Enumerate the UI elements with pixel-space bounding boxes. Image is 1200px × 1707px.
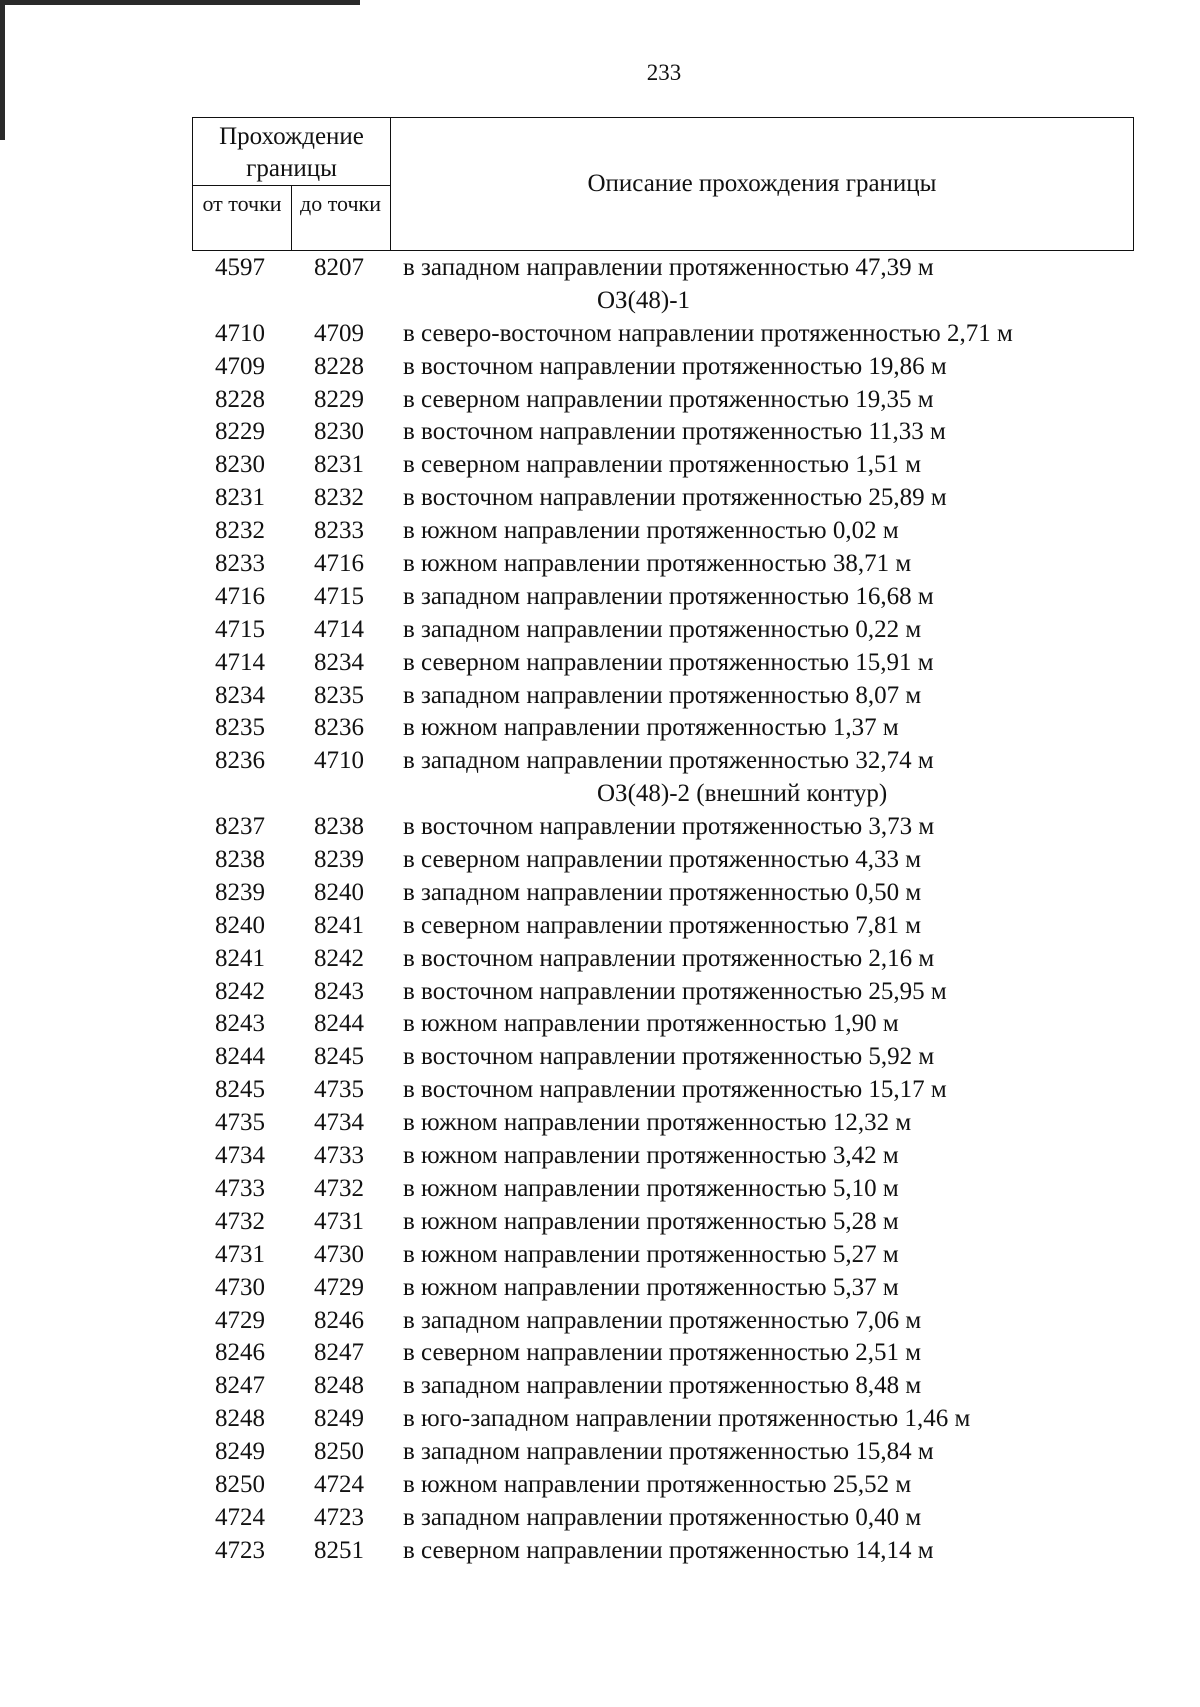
table-row xyxy=(192,449,1134,482)
to-point: 8242 xyxy=(314,944,364,972)
to-point: 8231 xyxy=(314,451,364,479)
to-point: 4732 xyxy=(314,1174,364,1202)
to-point: 8243 xyxy=(314,977,364,1005)
boundary-description: в южном направлении протяженностью 0,02 м xyxy=(403,517,899,545)
boundary-description: в южном направлении протяженностью 1,90 м xyxy=(403,1010,899,1038)
from-point: 4723 xyxy=(215,1536,265,1564)
to-point: 8236 xyxy=(314,714,364,742)
table-row xyxy=(192,1206,1134,1239)
to-point: 8248 xyxy=(314,1372,364,1400)
scan-edge-top xyxy=(0,0,360,5)
from-point: 8249 xyxy=(215,1438,265,1466)
to-point: 8241 xyxy=(314,911,364,939)
table-row xyxy=(192,1502,1134,1535)
boundary-description: в западном направлении протяженностью 8,48 м xyxy=(403,1372,922,1400)
table-body xyxy=(192,252,1134,1568)
from-point: 8244 xyxy=(215,1043,265,1071)
to-point: 4709 xyxy=(314,319,364,347)
boundary-description: в восточном направлении протяженностью 25,95 м xyxy=(403,977,947,1005)
table-row xyxy=(192,811,1134,844)
from-point: 4709 xyxy=(215,352,265,380)
to-point: 8207 xyxy=(314,254,364,281)
from-point: 4733 xyxy=(215,1174,265,1202)
header-description-text: Описание прохождения границы xyxy=(587,170,937,197)
table-row xyxy=(192,1074,1134,1107)
to-point: 4724 xyxy=(314,1470,364,1498)
from-point: 4730 xyxy=(215,1273,265,1301)
boundary-description: в восточном направлении протяженностью 5,92 м xyxy=(403,1043,935,1071)
table-row xyxy=(192,318,1134,351)
from-point: 8240 xyxy=(215,911,265,939)
boundary-description: в западном направлении протяженностью 0,40 м xyxy=(403,1503,922,1531)
to-point: 8233 xyxy=(314,517,364,545)
to-point: 4716 xyxy=(314,550,364,578)
to-point: 4710 xyxy=(314,747,364,775)
to-point: 4730 xyxy=(314,1240,364,1268)
boundary-description: в южном направлении протяженностью 12,32 м xyxy=(403,1109,912,1137)
boundary-description: в северном направлении протяженностью 1,51 м xyxy=(403,451,922,479)
boundary-description: в южном направлении протяженностью 38,71 м xyxy=(403,550,912,578)
table-row xyxy=(192,384,1134,417)
from-point: 8229 xyxy=(215,418,265,446)
from-point: 4729 xyxy=(215,1306,265,1334)
from-point: 4714 xyxy=(215,648,265,676)
table-row xyxy=(192,1337,1134,1370)
boundary-description: в восточном направлении протяженностью 3,73 м xyxy=(403,813,935,841)
to-point: 8228 xyxy=(314,352,364,380)
table-row xyxy=(192,745,1134,778)
from-point: 4731 xyxy=(215,1240,265,1268)
from-point: 8238 xyxy=(215,846,265,874)
table-row xyxy=(192,252,1134,285)
table-row xyxy=(192,1535,1134,1568)
table-row xyxy=(192,1469,1134,1502)
from-point: 8242 xyxy=(215,977,265,1005)
boundary-description: в южном направлении протяженностью 5,28 м xyxy=(403,1207,899,1235)
boundary-description: в восточном направлении протяженностью 11,33 м xyxy=(403,418,946,446)
table-row xyxy=(192,910,1134,943)
table-row xyxy=(192,1305,1134,1338)
to-point: 8240 xyxy=(314,878,364,906)
from-point: 4724 xyxy=(215,1503,265,1531)
boundary-description: в западном направлении протяженностью 15,84 м xyxy=(403,1438,934,1466)
boundary-description: в северном направлении протяженностью 7,81 м xyxy=(403,911,922,939)
from-point: 8230 xyxy=(215,451,265,479)
to-point: 8246 xyxy=(314,1306,364,1334)
from-point: 8241 xyxy=(215,944,265,972)
section-title: ОЗ(48)-2 (внешний контур) xyxy=(597,780,888,808)
table-row xyxy=(192,1107,1134,1140)
to-point: 8250 xyxy=(314,1438,364,1466)
to-point: 4731 xyxy=(314,1207,364,1235)
from-point: 4710 xyxy=(215,319,265,347)
table-row xyxy=(192,1239,1134,1272)
table-row xyxy=(192,976,1134,1009)
table-row xyxy=(192,1140,1134,1173)
from-point: 8250 xyxy=(215,1470,265,1498)
to-point: 8235 xyxy=(314,681,364,709)
header-description-label xyxy=(391,118,1133,250)
from-point: 4732 xyxy=(215,1207,265,1235)
to-point: 8239 xyxy=(314,846,364,874)
to-point: 8234 xyxy=(314,648,364,676)
boundary-description: в южном направлении протяженностью 1,37 м xyxy=(403,714,899,742)
boundary-description: в северном направлении протяженностью 14,14 м xyxy=(403,1536,934,1564)
table-row xyxy=(192,614,1134,647)
boundary-description: в западном направлении протяженностью 7,06 м xyxy=(403,1306,922,1334)
boundary-description: в западном направлении протяженностью 8,07 м xyxy=(403,681,922,709)
boundary-description: в южном направлении протяженностью 5,27 м xyxy=(403,1240,899,1268)
from-point: 8228 xyxy=(215,385,265,413)
boundary-description: в северо-восточном направлении протяженностью 2,71 м xyxy=(403,319,1013,347)
table-row xyxy=(192,482,1134,515)
from-point: 4715 xyxy=(215,615,265,643)
to-point: 4729 xyxy=(314,1273,364,1301)
table-row xyxy=(192,1436,1134,1469)
to-point: 8230 xyxy=(314,418,364,446)
table-row xyxy=(192,351,1134,384)
to-point: 4714 xyxy=(314,615,364,643)
header-to-label: до точки xyxy=(300,191,381,216)
table-row xyxy=(192,1272,1134,1305)
table-row xyxy=(192,581,1134,614)
table-header xyxy=(192,117,1134,251)
boundary-description: в северном направлении протяженностью 4,33 м xyxy=(403,846,922,874)
to-point: 8238 xyxy=(314,813,364,841)
table-row xyxy=(192,1403,1134,1436)
boundary-description: в восточном направлении протяженностью 19,86 м xyxy=(403,352,947,380)
table-row xyxy=(192,1008,1134,1041)
from-point: 8232 xyxy=(215,517,265,545)
boundary-description: в западном направлении протяженностью 0,50 м xyxy=(403,878,922,906)
from-point: 8236 xyxy=(215,747,265,775)
from-point: 8233 xyxy=(215,550,265,578)
table-row xyxy=(192,877,1134,910)
to-point: 4715 xyxy=(314,582,364,610)
to-point: 8251 xyxy=(314,1536,364,1564)
from-point: 4597 xyxy=(215,254,265,281)
table-row xyxy=(192,647,1134,680)
table-row xyxy=(192,1370,1134,1403)
to-point: 8232 xyxy=(314,484,364,512)
table-row xyxy=(192,943,1134,976)
table-row xyxy=(192,1173,1134,1206)
to-point: 4723 xyxy=(314,1503,364,1531)
boundary-description: в западном направлении протяженностью 16,68 м xyxy=(403,582,934,610)
section-title: ОЗ(48)-1 xyxy=(597,286,691,314)
header-group-label: Прохождение границы xyxy=(219,123,364,182)
to-point: 4734 xyxy=(314,1109,364,1137)
to-point: 8245 xyxy=(314,1043,364,1071)
table-row xyxy=(192,1041,1134,1074)
from-point: 8234 xyxy=(215,681,265,709)
table-row xyxy=(192,548,1134,581)
to-point: 8244 xyxy=(314,1010,364,1038)
from-point: 8246 xyxy=(215,1339,265,1367)
table-row xyxy=(192,712,1134,745)
page-number: 233 xyxy=(646,60,682,85)
to-point: 8247 xyxy=(314,1339,364,1367)
from-point: 8239 xyxy=(215,878,265,906)
from-point: 4734 xyxy=(215,1142,265,1170)
table-row xyxy=(192,844,1134,877)
from-point: 8235 xyxy=(215,714,265,742)
table-row xyxy=(192,515,1134,548)
from-point: 8245 xyxy=(215,1076,265,1104)
boundary-description: в восточном направлении протяженностью 2,16 м xyxy=(403,944,935,972)
to-point: 4735 xyxy=(314,1076,364,1104)
boundary-description: в восточном направлении протяженностью 25,89 м xyxy=(403,484,947,512)
to-point: 8229 xyxy=(314,385,364,413)
from-point: 8247 xyxy=(215,1372,265,1400)
to-point: 4733 xyxy=(314,1142,364,1170)
from-point: 8248 xyxy=(215,1405,265,1433)
from-point: 4735 xyxy=(215,1109,265,1137)
header-from-label: от точки xyxy=(202,191,282,216)
table-row xyxy=(192,416,1134,449)
boundary-description: в северном направлении протяженностью 2,51 м xyxy=(403,1339,922,1367)
from-point: 8237 xyxy=(215,813,265,841)
table-row xyxy=(192,680,1134,713)
boundary-description: в южном направлении протяженностью 3,42 м xyxy=(403,1142,899,1170)
to-point: 8249 xyxy=(314,1405,364,1433)
boundary-description: в южном направлении протяженностью 25,52 м xyxy=(403,1470,912,1498)
from-point: 8243 xyxy=(215,1010,265,1038)
boundary-description: в западном направлении протяженностью 47,39 м xyxy=(403,254,934,281)
boundary-description: в восточном направлении протяженностью 15,17 м xyxy=(403,1076,947,1104)
from-point: 8231 xyxy=(215,484,265,512)
boundary-description: в северном направлении протяженностью 19,35 м xyxy=(403,385,934,413)
boundary-description: в западном направлении протяженностью 32,74 м xyxy=(403,747,934,775)
boundary-description: в юго-западном направлении протяженностью 1,46 м xyxy=(403,1405,971,1433)
boundary-description: в южном направлении протяженностью 5,37 м xyxy=(403,1273,899,1301)
from-point: 4716 xyxy=(215,582,265,610)
boundary-description: в западном направлении протяженностью 0,22 м xyxy=(403,615,922,643)
boundary-description: в южном направлении протяженностью 5,10 м xyxy=(403,1174,899,1202)
boundary-description: в северном направлении протяженностью 15,91 м xyxy=(403,648,934,676)
